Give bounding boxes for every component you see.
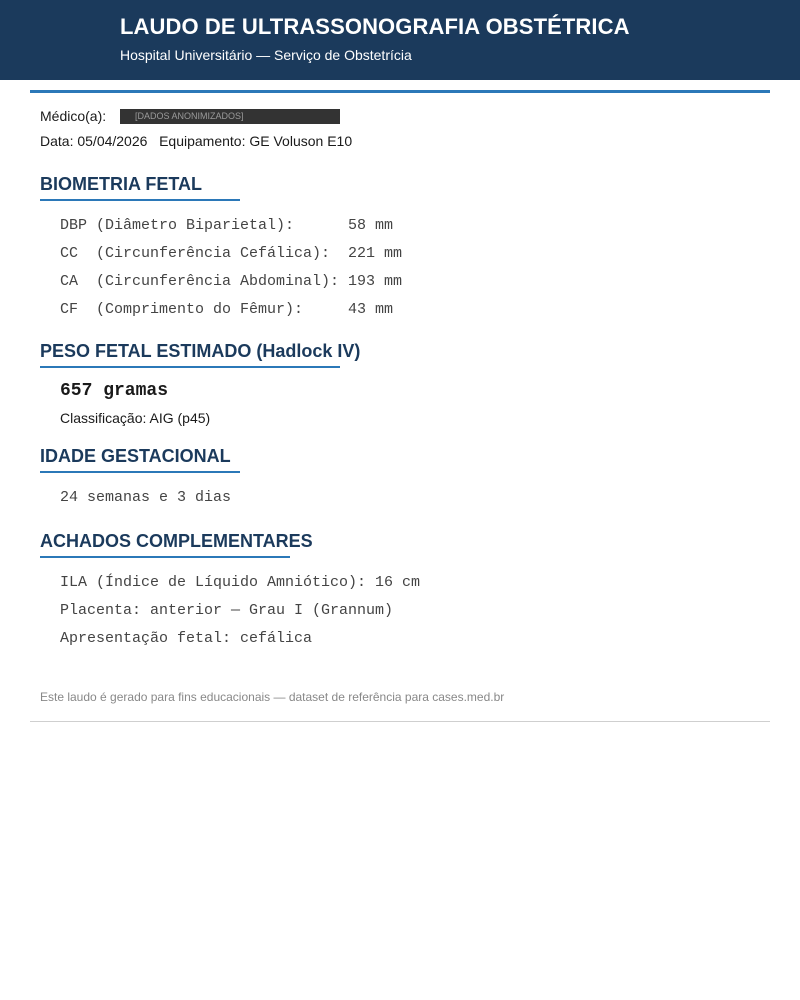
section-title-idade: IDADE GESTACIONAL [40, 446, 231, 466]
physician-redacted-value [120, 109, 340, 124]
date-equipment-line: Data: 05/04/2026 Equipamento: GE Voluson E10 [40, 133, 353, 149]
section-rule-biometria [40, 199, 240, 201]
report-title: LAUDO DE ULTRASSONOGRAFIA OBSTÉTRICA [120, 14, 630, 39]
biometry-line-ca: CA (Circunferência Abdominal): 193 mm [60, 273, 403, 290]
redacted-text: [DADOS ANONIMIZADOS] [135, 111, 244, 121]
report-subtitle: Hospital Universitário — Serviço de Obstetrícia [120, 47, 412, 63]
finding-line-presentation: Apresentação fetal: cefálica [60, 630, 313, 647]
section-title-achados: ACHADOS COMPLEMENTARES [40, 531, 313, 551]
estimated-weight-value: 657 gramas [60, 381, 169, 401]
footer-disclaimer: Este laudo é gerado para fins educacionais — dataset de referência para cases.med.br [40, 690, 505, 704]
section-rule-idade [40, 471, 240, 473]
physician-label: Médico(a): [40, 108, 107, 124]
header-divider [30, 90, 770, 93]
gestational-age-value: 24 semanas e 3 dias [60, 489, 232, 506]
section-rule-peso [40, 366, 340, 368]
section-title-biometria: BIOMETRIA FETAL [40, 174, 202, 194]
footer-divider [30, 721, 770, 722]
finding-line-ila: ILA (Índice de Líquido Amniótico): 16 cm [60, 574, 421, 591]
section-title-peso: PESO FETAL ESTIMADO (Hadlock IV) [40, 341, 361, 361]
report-header [0, 0, 800, 80]
finding-line-placenta: Placenta: anterior — Grau I (Grannum) [60, 602, 394, 619]
biometry-line-cf: CF (Comprimento do Fêmur): 43 mm [60, 301, 394, 318]
section-rule-achados [40, 556, 290, 558]
weight-classification: Classificação: AIG (p45) [60, 410, 211, 426]
biometry-line-dbp: DBP (Diâmetro Biparietal): 58 mm [60, 217, 394, 234]
biometry-line-cc: CC (Circunferência Cefálica): 221 mm [60, 245, 403, 262]
